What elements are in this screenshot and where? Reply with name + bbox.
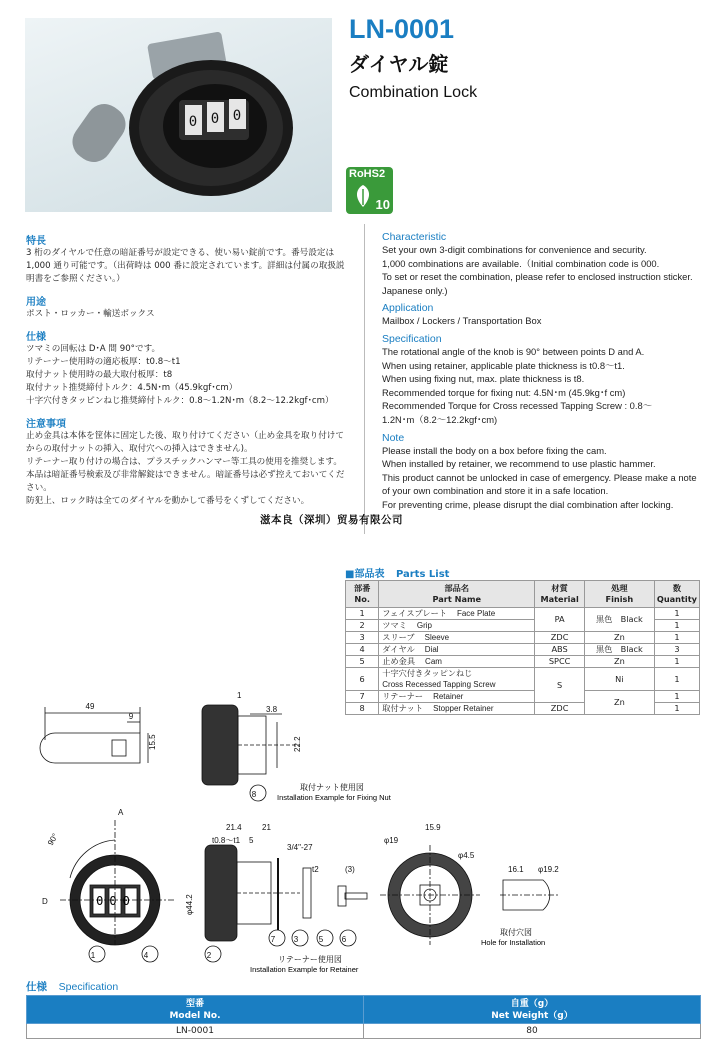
en-characteristic-heading: Characteristic: [382, 231, 447, 243]
header-quantity: 数 Quantity: [654, 581, 699, 608]
svg-text:49: 49: [85, 702, 95, 711]
lock-side-view-2: [205, 845, 237, 941]
column-divider: [364, 224, 365, 534]
svg-text:5: 5: [318, 935, 324, 944]
technical-drawings: [0, 680, 714, 978]
jp-use-text: ポスト・ロッカー・輸送ボックス: [26, 309, 155, 319]
svg-text:16.1: 16.1: [508, 865, 524, 874]
svg-text:取付穴図: 取付穴図: [500, 928, 532, 937]
parts-title-en: Parts List: [395, 569, 450, 580]
svg-text:6: 6: [341, 935, 347, 944]
cam-drawing: [40, 733, 140, 763]
en-description: [382, 231, 700, 512]
spec-title-en: Specification: [58, 981, 119, 993]
jp-features-text: 3 桁のダイヤルで任意の暗証番号が設定できる、使い易い錠前です。番号設定は 1,000 通り可能です。（出荷時は 000 番に設定されています。詳細は付属の取扱説明書をご参照ください。）: [26, 248, 345, 284]
spec-weight-value: 80: [364, 1024, 701, 1039]
table-row: 3 スリーブ Sleeve ZDC Zn 1: [346, 632, 700, 644]
table-row: [27, 1024, 701, 1039]
product-name-en: Combination Lock: [349, 84, 478, 101]
header-weight: 自重（g） Net Weight（g）: [364, 996, 701, 1024]
spec-title: [26, 979, 118, 994]
jp-note-heading: 注意事項: [26, 419, 66, 430]
svg-text:000: 000: [96, 894, 136, 908]
svg-text:21: 21: [262, 823, 271, 832]
spec-header-row: [27, 996, 701, 1024]
svg-text:Installation Example for Retai: Installation Example for Retainer: [250, 965, 359, 974]
svg-text:8: 8: [251, 790, 257, 799]
svg-text:Hole for Installation: Hole for Installation: [481, 938, 546, 947]
overlay-company-text: 滋本良（深圳）贸易有限公司: [260, 514, 403, 526]
product-photo: [25, 18, 332, 212]
svg-text:1: 1: [237, 691, 242, 700]
table-row: 5 止め金具 Cam SPCC Zn 1: [346, 656, 700, 668]
rohs-number: 10: [375, 197, 390, 212]
table-row: 1 フェイスプレート Face Plate PA 黒色 Black 1: [346, 608, 700, 620]
svg-text:3: 3: [293, 935, 299, 944]
photo-dial-digit-2: 0: [210, 111, 220, 127]
model-title: LN-0001: [349, 14, 455, 44]
svg-text:21.4: 21.4: [226, 823, 242, 832]
photo-dial-digit-3: 0: [232, 108, 242, 124]
svg-text:φ4.5: φ4.5: [458, 851, 475, 860]
en-spec-heading: Specification: [382, 332, 442, 345]
svg-text:Installation Example for Fixin: Installation Example for Fixing Nut: [277, 793, 391, 802]
spec-model-value: LN-0001: [27, 1024, 364, 1039]
en-application-text: Mailbox / Lockers / Transportation Box: [382, 315, 542, 327]
header-material: 材質 Material: [535, 581, 585, 608]
table-row: 6 十字穴付きタッピンねじ Cross Recessed Tapping Screw S Ni 1: [346, 668, 700, 691]
header-part-name: 部品名 Part Name: [379, 581, 535, 608]
jp-spec-heading: 仕様: [26, 332, 46, 343]
en-note-text: Please install the body on a box before fixing the cam. When installed by retainer, we recommend to use plastic hammer. This product cannot be unlocked in case of emergency. Please make a note of your own combination and store it in a safe location. For preventing crime, please disrupt the dial combination after locking.: [382, 444, 697, 510]
table-row: 2 ツマミ Grip 1: [346, 620, 700, 632]
svg-text:D: D: [42, 897, 48, 906]
jp-note-text: 止め金具は本体を筐体に固定した後、取り付けてください（止め金具を取り付けてからの取付ナットの挿入、取付穴への挿入はできません)。 リテーナー取り付けの場合は、プラスチックハンマー等工具の使用を推奨します。 本品は暗証番号検索及び非常解錠はできません。暗証番号は必ず控えておいてください。 防犯上、ロック時は全てのダイヤルを動かして番号をくずしてください。: [26, 431, 345, 506]
product-name-jp: ダイヤル錠: [349, 52, 449, 76]
svg-text:3.8: 3.8: [266, 705, 278, 714]
jp-spec-text: ツマミの回転は D･A 間 90°です。 リテーナー使用時の適応板厚：t0.8～t1 取付ナット使用時の最大取付板厚：t8 取付ナット推奨締付トルク：4.5N･m（45.9kgf･cm） 十字穴付きタッピンねじ推奨締付トルク：0.8～1.2N･m（8.2～12.2kgf･cm）: [26, 344, 334, 406]
svg-text:9: 9: [128, 712, 134, 721]
svg-text:リテーナー使用図: リテーナー使用図: [278, 955, 342, 964]
lock-side-view-1: [202, 705, 238, 785]
jp-features-heading: 特長: [26, 236, 46, 247]
svg-text:3/4"-27: 3/4"-27: [287, 843, 313, 852]
header-no: 部番 No.: [346, 581, 379, 608]
parts-header-row: [346, 581, 700, 608]
en-spec-text: The rotational angle of the knob is 90° between points D and A. When using retainer, applicable plate thickness is t0.8～t1. When using fixing nut, max. plate thickness is t8. Recommended torque for fixing nut: 4.5N･m (45.9kg･f cm) Recommended Torque for Cross recessed Tapping Screw : 0.8～ 1.2N･m（8.2～12.2kgf･cm): [382, 345, 653, 425]
table-row: 4 ダイヤル Dial ABS 黒色 Black 3: [346, 644, 700, 656]
en-application-heading: Application: [382, 302, 434, 315]
parts-title-jp: ■部品表: [345, 569, 385, 580]
spec-title-jp: 仕様: [26, 981, 47, 993]
table-row: 7 リテーナー Retainer Zn 1: [346, 691, 700, 703]
svg-text:t0.8～t1: t0.8～t1: [212, 836, 241, 845]
jp-description: [26, 232, 348, 508]
photo-dial-digit-1: 0: [188, 114, 198, 130]
svg-text:1: 1: [90, 951, 96, 960]
header-model: 型番 Model No.: [27, 996, 364, 1024]
leaf-icon: [352, 183, 374, 209]
svg-text:t2: t2: [312, 865, 319, 874]
jp-use-heading: 用途: [26, 297, 46, 308]
svg-text:(3): (3): [345, 865, 355, 874]
svg-text:5: 5: [249, 836, 254, 845]
svg-text:A: A: [118, 808, 124, 817]
svg-text:4: 4: [143, 951, 149, 960]
svg-text:7: 7: [270, 935, 276, 944]
rohs-label: RoHS2: [349, 168, 386, 180]
svg-text:90°: 90°: [45, 832, 60, 847]
parts-list-title: [345, 565, 449, 580]
svg-text:22.2: 22.2: [293, 736, 302, 752]
svg-text:2: 2: [206, 951, 212, 960]
svg-text:φ44.2: φ44.2: [185, 894, 194, 915]
svg-text:取付ナット使用図: 取付ナット使用図: [300, 783, 364, 792]
table-row: 8 取付ナット Stopper Retainer ZDC 1: [346, 703, 700, 715]
svg-text:φ19.2: φ19.2: [538, 865, 559, 874]
svg-text:φ19: φ19: [384, 836, 399, 845]
en-characteristic-text: Set your own 3-digit combinations for convenience and security. 1,000 combinations are available.（Initial combination code is 000. To set or reset the combination, please refer to enclosed instruction sticker. Japanese only.): [382, 244, 693, 296]
rohs-badge: [346, 167, 393, 214]
svg-text:15.5: 15.5: [148, 734, 157, 750]
en-note-heading: Note: [382, 431, 405, 444]
header-finish: 処理 Finish: [584, 581, 654, 608]
spec-table: [26, 995, 701, 1039]
svg-text:15.9: 15.9: [425, 823, 441, 832]
